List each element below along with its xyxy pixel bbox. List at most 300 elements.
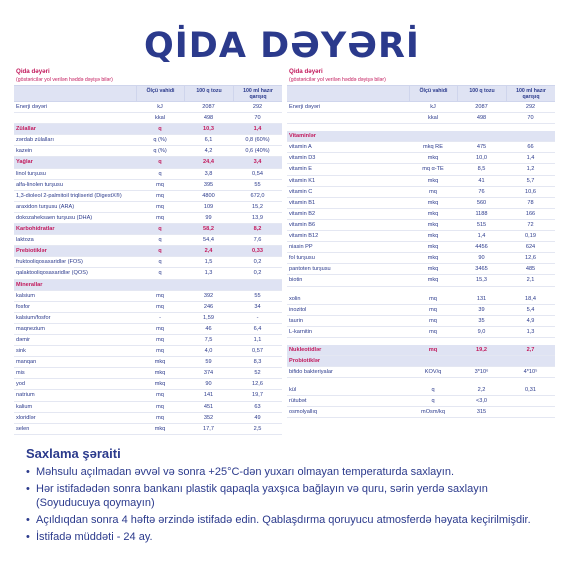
per-100g-cell: 395 [203, 181, 214, 188]
nutrient-name: Enerji dəyəri [289, 104, 321, 110]
per-100g-cell: 1,3 [204, 270, 213, 277]
per-100ml-cell: 0,2 [253, 259, 262, 266]
section-row [14, 224, 282, 235]
column-header-per-100ml: 100 ml hazır qarışıq [506, 86, 555, 101]
unit-cell: kkal [155, 115, 165, 122]
section-row [14, 124, 282, 135]
table-row [287, 242, 555, 253]
unit-cell: mq [429, 188, 437, 195]
nutrient-name: dokozaheksaen turşusu (DHA) [16, 214, 93, 221]
per-100g-cell: 9,0 [477, 328, 486, 335]
per-100ml-cell [506, 131, 555, 141]
table-row [287, 264, 555, 275]
per-100g-cell: 141 [203, 392, 214, 399]
nutrient-name: niasin PP [289, 244, 313, 251]
nutrient-name: linol turşusu [16, 170, 46, 177]
storage-item-text: İstifadə müddəti - 24 ay. [36, 531, 153, 543]
unit-cell: mkq [427, 199, 439, 206]
nutrient-name: araxidon turşusu (ARA) [16, 203, 75, 210]
table-row [14, 291, 282, 302]
unit-cell: mq [156, 214, 164, 221]
unit-cell [409, 131, 457, 141]
per-100g-cell: 498 [476, 115, 487, 122]
per-100ml-cell: 8,2 [253, 226, 262, 233]
unit-cell: q (%) [153, 148, 167, 155]
storage-item [26, 482, 546, 510]
per-100g-cell: 315 [476, 409, 487, 416]
per-100ml-cell: 2,5 [253, 425, 262, 432]
per-100g-cell: 46 [205, 325, 212, 332]
per-100ml-cell: 0,31 [525, 387, 536, 394]
nutrient-name [287, 113, 409, 123]
unit-cell: kkal [428, 115, 438, 122]
column-header-per-100g: 100 q tozu [184, 86, 233, 101]
bullet-icon: • [26, 514, 30, 526]
per-100ml-cell: 0,57 [252, 348, 263, 355]
table-row [287, 176, 555, 187]
per-100g-cell: 39 [478, 306, 485, 313]
unit-cell: kJ [157, 104, 163, 110]
per-100ml-cell [233, 280, 282, 290]
per-100ml-cell: 0,8 (60%) [245, 137, 270, 144]
storage-list [26, 465, 546, 544]
per-100g-cell: 2,4 [204, 248, 213, 255]
unit-cell: mkq [427, 233, 439, 240]
nutrient-name: vitamin B6 [289, 221, 316, 228]
column-header-name [287, 86, 409, 101]
unit-cell: mkq [427, 210, 439, 217]
per-100ml-cell: 0,6 (40%) [245, 148, 270, 155]
per-100g-cell: 4800 [202, 192, 215, 199]
per-100g-cell: 2087 [475, 104, 488, 110]
per-100g-cell: 1188 [475, 210, 488, 217]
per-100g-cell: 392 [203, 292, 214, 299]
nutrient-name: Minerallar [16, 281, 43, 288]
table-row [287, 327, 555, 338]
nutrient-name: vitamin D3 [289, 155, 316, 162]
per-100ml-cell: 7,6 [253, 237, 262, 244]
table-column-header [287, 85, 555, 102]
nutrient-name: zərdab zülalları [16, 137, 54, 144]
per-100g-cell: 8,5 [477, 166, 486, 173]
per-100ml-cell: 18,4 [525, 295, 536, 302]
nutrient-name: kalsium [16, 292, 35, 299]
per-100g-cell: 3465 [475, 266, 488, 273]
per-100g-cell: 10,0 [476, 155, 487, 162]
page-title: QİDA DƏYƏRİ [144, 26, 420, 66]
per-100g-cell: 59 [205, 359, 212, 366]
unit-cell: kJ [430, 104, 436, 110]
per-100ml-cell: 55 [254, 181, 261, 188]
nutrient-name: Enerji dəyəri [16, 104, 48, 110]
per-100ml-cell: 63 [254, 403, 261, 410]
nutrient-name: vitamin E [289, 166, 313, 173]
table-row [287, 231, 555, 242]
per-100ml-cell [506, 396, 555, 406]
per-100ml-cell: 66 [527, 144, 534, 151]
unit-cell: mkq [427, 277, 439, 284]
table-subheading: (göstəricilər yol verilən həddə dəyişə bilər) [16, 77, 113, 83]
per-100ml-cell: 0,2 [253, 270, 262, 277]
per-100ml-cell: 34 [254, 303, 261, 310]
nutrient-name: alfa-linolen turşusu [16, 181, 63, 188]
unit-cell: q [158, 159, 162, 166]
unit-cell: q (%) [153, 137, 167, 144]
nutrient-name [14, 113, 136, 123]
unit-cell: q [158, 226, 162, 233]
nutrient-name: 1,3-dioleol 2-palmitoil triqliserid (DigestX®) [16, 192, 122, 199]
per-100g-cell: 475 [476, 144, 487, 151]
section-row [14, 246, 282, 257]
per-100ml-cell: 12,6 [252, 381, 263, 388]
per-100ml-cell: 1,4 [253, 126, 262, 133]
per-100g-cell: 7,5 [204, 336, 213, 343]
nutrient-name: natrium [16, 392, 35, 399]
per-100g-cell: 3,8 [204, 170, 213, 177]
table-row [287, 209, 555, 220]
nutrient-name: dəmir [16, 336, 30, 343]
storage-item-text: Açıldıqdan sonra 4 həftə ərzində istifadə edin. Qablaşdırma qoruyucu atmosferdə həyata keçirilmişdir. [36, 514, 531, 526]
per-100g-cell: 1,5 [204, 259, 213, 266]
per-100ml-cell: 1,2 [526, 166, 535, 173]
per-100ml-cell: 0,33 [252, 248, 263, 255]
storage-item [26, 513, 546, 527]
section-row [14, 280, 282, 291]
nutrient-name: taurin [289, 317, 303, 324]
per-100ml-cell: 72 [527, 221, 534, 228]
unit-cell: mq [156, 192, 164, 199]
table-row [287, 153, 555, 164]
per-100ml-cell: 13,9 [252, 214, 263, 221]
nutrient-name: Karbohidratlar [16, 226, 55, 233]
per-100g-cell: 90 [205, 381, 212, 388]
per-100g-cell [457, 356, 506, 366]
nutrient-name: pantoten turşusu [289, 266, 331, 273]
nutrient-name: Yağlar [16, 159, 33, 166]
per-100ml-cell: 1,1 [253, 336, 262, 343]
spacer-row [287, 378, 555, 385]
unit-cell: mq [156, 292, 164, 299]
per-100ml-cell: 624 [525, 244, 536, 251]
nutrient-name: Nukleotidlər [289, 346, 322, 353]
table-row [287, 198, 555, 209]
unit-cell [409, 356, 457, 366]
unit-cell: mq [429, 317, 437, 324]
table-row [14, 268, 282, 279]
nutrient-name: selen [16, 425, 30, 432]
per-100g-cell: 374 [203, 370, 214, 377]
per-100g-cell: 2,2 [477, 387, 486, 394]
nutrient-name: fol turşusu [289, 255, 315, 262]
unit-cell: mOsm/kq [421, 409, 445, 416]
unit-cell: q [158, 248, 162, 255]
per-100g-cell: 1,4 [477, 233, 486, 240]
table-heading: Qida dəyəri [289, 68, 323, 75]
table-heading: Qida dəyəri [16, 68, 50, 75]
unit-cell: mkq [427, 244, 439, 251]
nutrient-name: fruktooliqosaxaridlər (FOS) [16, 259, 83, 266]
table-row [14, 357, 282, 368]
per-100g-cell: 15,3 [476, 277, 487, 284]
per-100ml-cell: 5,4 [526, 306, 535, 313]
per-100ml-cell: 672,0 [250, 192, 265, 199]
nutrient-name: sink [16, 348, 26, 355]
per-100g-cell: 6,1 [204, 137, 213, 144]
per-100ml-cell: 0,19 [525, 233, 536, 240]
per-100ml-cell: 19,7 [252, 392, 263, 399]
per-100g-cell: 41 [478, 177, 485, 184]
unit-cell: mq [156, 403, 164, 410]
table-row [287, 220, 555, 231]
nutrient-name: Zülallar [16, 126, 36, 133]
nutrient-name: xloridlər [16, 414, 36, 421]
per-100ml-cell: 1,4 [526, 155, 535, 162]
unit-cell: mkq [427, 255, 439, 262]
table-row [287, 407, 555, 418]
per-100g-cell: 1,59 [203, 314, 214, 321]
column-header-name [14, 86, 136, 101]
table-row [287, 305, 555, 316]
per-100ml-cell: 52 [254, 370, 261, 377]
per-100g-cell: 17,7 [203, 425, 214, 432]
unit-cell: mkq [427, 266, 439, 273]
per-100ml-cell: 10,6 [525, 188, 536, 195]
per-100g-cell [184, 280, 233, 290]
nutrient-name: mis [16, 370, 25, 377]
table-row [14, 346, 282, 357]
nutrient-name: vitamin A [289, 144, 312, 151]
unit-cell: mkq RE [423, 144, 443, 151]
per-100ml-cell: 0,54 [252, 170, 263, 177]
unit-cell: mq [156, 336, 164, 343]
nutrient-name: vitamin K1 [289, 177, 316, 184]
per-100g-cell: 4,2 [204, 148, 213, 155]
storage-item-text: Məhsulu açılmadan əvvəl və sonra +25°C-dən yuxarı olmayan temperaturda saxlayın. [36, 466, 455, 478]
unit-cell: mkq [154, 381, 166, 388]
unit-cell: mq [429, 328, 437, 335]
table-row [14, 379, 282, 390]
storage-title: Saxlama şəraiti [26, 446, 121, 461]
per-100ml-cell: 4*10⁵ [523, 369, 538, 376]
table-row [14, 102, 282, 113]
unit-cell: mq [156, 181, 164, 188]
nutrient-name: vitamin B12 [289, 233, 319, 240]
bullet-icon: • [26, 531, 30, 543]
unit-cell: mkq [154, 359, 166, 366]
unit-cell: mkq [427, 177, 439, 184]
unit-cell: q [158, 126, 162, 133]
table-row [14, 146, 282, 157]
table-row [14, 135, 282, 146]
table-body [287, 102, 555, 418]
per-100ml-cell: 55 [254, 292, 261, 299]
unit-cell: mkq [154, 425, 166, 432]
column-header-unit: Ölçü vahidi [409, 86, 457, 101]
unit-cell: mq [156, 414, 164, 421]
table-row [287, 294, 555, 305]
per-100g-cell: 3*10⁶ [474, 369, 489, 376]
per-100ml-cell: 70 [254, 115, 261, 122]
nutrition-table-left [14, 68, 282, 435]
table-row [287, 367, 555, 378]
section-row [14, 157, 282, 168]
table-row [14, 191, 282, 202]
per-100g-cell: 515 [476, 221, 487, 228]
table-row [287, 396, 555, 407]
table-row [287, 385, 555, 396]
per-100ml-cell: 70 [527, 115, 534, 122]
table-row [287, 187, 555, 198]
unit-cell: mkq [154, 370, 166, 377]
per-100g-cell [457, 131, 506, 141]
per-100ml-cell: 78 [527, 199, 534, 206]
per-100ml-cell: 485 [525, 266, 536, 273]
nutrient-name: L-karnitin [289, 328, 313, 335]
unit-cell: q [431, 387, 435, 394]
table-row [14, 113, 282, 124]
per-100ml-cell: 2,1 [526, 277, 535, 284]
per-100ml-cell: 6,4 [253, 325, 262, 332]
nutrient-name: kül [289, 387, 297, 394]
nutrition-table-right [287, 68, 555, 418]
per-100ml-cell [506, 407, 555, 417]
per-100g-cell: 4,0 [204, 348, 213, 355]
per-100g-cell: <3,0 [475, 398, 488, 405]
per-100g-cell: 10,3 [203, 126, 214, 133]
per-100g-cell: 54,4 [203, 237, 214, 244]
nutrient-name: osmolyallıq [289, 409, 317, 416]
per-100g-cell: 58,2 [203, 226, 214, 233]
table-row [287, 113, 555, 124]
table-row [14, 424, 282, 435]
column-header-per-100ml: 100 ml hazır qarışıq [233, 86, 282, 101]
per-100g-cell: 451 [203, 403, 214, 410]
per-100ml-cell: 4,9 [526, 317, 535, 324]
per-100g-cell: 352 [203, 414, 214, 421]
nutrient-name: Vitaminlər [289, 133, 316, 140]
nutrient-name: kazein [16, 148, 33, 155]
storage-conditions [26, 446, 546, 547]
unit-cell: - [159, 314, 161, 321]
table-row [14, 368, 282, 379]
table-row [14, 169, 282, 180]
nutrient-name: vitamin B2 [289, 210, 316, 217]
unit-cell: mq [429, 306, 437, 313]
nutrient-name: kalsium/fosfor [16, 314, 51, 321]
storage-item [26, 530, 546, 544]
unit-cell: mkq [427, 221, 439, 228]
nutrient-name: maqnezium [16, 325, 45, 332]
table-row [14, 180, 282, 191]
per-100g-cell: 99 [205, 214, 212, 221]
nutrient-name: biotin [289, 277, 303, 284]
nutrient-name: rütubət [289, 398, 307, 405]
storage-item [26, 465, 546, 479]
per-100g-cell: 76 [478, 188, 485, 195]
per-100g-cell: 498 [203, 115, 214, 122]
per-100g-cell: 109 [203, 203, 214, 210]
nutrient-name: vitamin C [289, 188, 313, 195]
table-row [287, 316, 555, 327]
table-row [287, 142, 555, 153]
table-row [287, 102, 555, 113]
per-100ml-cell: 15,2 [252, 203, 263, 210]
nutrient-name: inozitol [289, 306, 307, 313]
unit-cell: q [431, 398, 435, 405]
unit-cell: mq [156, 303, 164, 310]
unit-cell: KOV/q [424, 369, 442, 376]
bullet-icon: • [26, 483, 30, 495]
per-100ml-cell: 49 [254, 414, 261, 421]
nutrient-name: Probiotiklər [289, 357, 321, 364]
unit-cell: mq α-TE [422, 166, 444, 173]
unit-cell: q [158, 237, 162, 244]
bullet-icon: • [26, 466, 30, 478]
table-row [14, 202, 282, 213]
per-100g-cell: 560 [476, 199, 487, 206]
per-100g-cell: 246 [203, 303, 214, 310]
table-row [14, 235, 282, 246]
section-row [287, 345, 555, 356]
table-row [14, 402, 282, 413]
nutrient-name: bifido bakteriyalar [289, 369, 333, 376]
table-row [14, 302, 282, 313]
nutrient-name: manqan [16, 359, 37, 366]
table-row [287, 275, 555, 286]
table-row [14, 313, 282, 324]
spacer-row [287, 124, 555, 131]
per-100ml-cell: 5,7 [526, 177, 535, 184]
unit-cell: mkq [427, 155, 439, 162]
unit-cell: q [158, 259, 162, 266]
nutrient-name: vitamin B1 [289, 199, 316, 206]
unit-cell [136, 280, 184, 290]
nutrient-name: fosfor [16, 303, 30, 310]
per-100g-cell: 2087 [202, 104, 215, 110]
unit-cell: q [158, 170, 162, 177]
column-header-per-100g: 100 q tozu [457, 86, 506, 101]
nutrient-name: qalaktooliqosaxaridlər (QOS) [16, 270, 88, 277]
unit-cell: mq [156, 348, 164, 355]
storage-item-text: Hər istifadədən sonra bankanı plastik qapaqla yaxşıca bağlayın və quru, sərin yerdə saxlayın (Soyuducuya qoymayın) [36, 483, 488, 509]
column-header-unit: Ölçü vahidi [136, 86, 184, 101]
nutrient-name: Prebiotiklər [16, 248, 47, 255]
table-row [14, 390, 282, 401]
section-row [287, 131, 555, 142]
per-100g-cell: 19,2 [476, 346, 487, 353]
table-body [14, 102, 282, 435]
per-100ml-cell: 1,3 [526, 328, 535, 335]
table-row [287, 164, 555, 175]
table-row [14, 413, 282, 424]
per-100ml-cell: 292 [525, 104, 536, 110]
per-100g-cell: 4456 [475, 244, 488, 251]
nutrient-name: laktoza [16, 237, 34, 244]
unit-cell: mq [428, 346, 438, 353]
nutrient-name: yod [16, 381, 26, 388]
unit-cell: mq [156, 325, 164, 332]
table-row [287, 253, 555, 264]
nutrient-name: kalium [16, 403, 33, 410]
per-100g-cell: 90 [478, 255, 485, 262]
table-column-header [14, 85, 282, 102]
per-100g-cell: 24,4 [203, 159, 214, 166]
spacer-row [287, 338, 555, 345]
per-100ml-cell [506, 356, 555, 366]
per-100ml-cell: 292 [252, 104, 263, 110]
per-100ml-cell: 2,7 [526, 346, 535, 353]
per-100ml-cell: 8,3 [253, 359, 262, 366]
